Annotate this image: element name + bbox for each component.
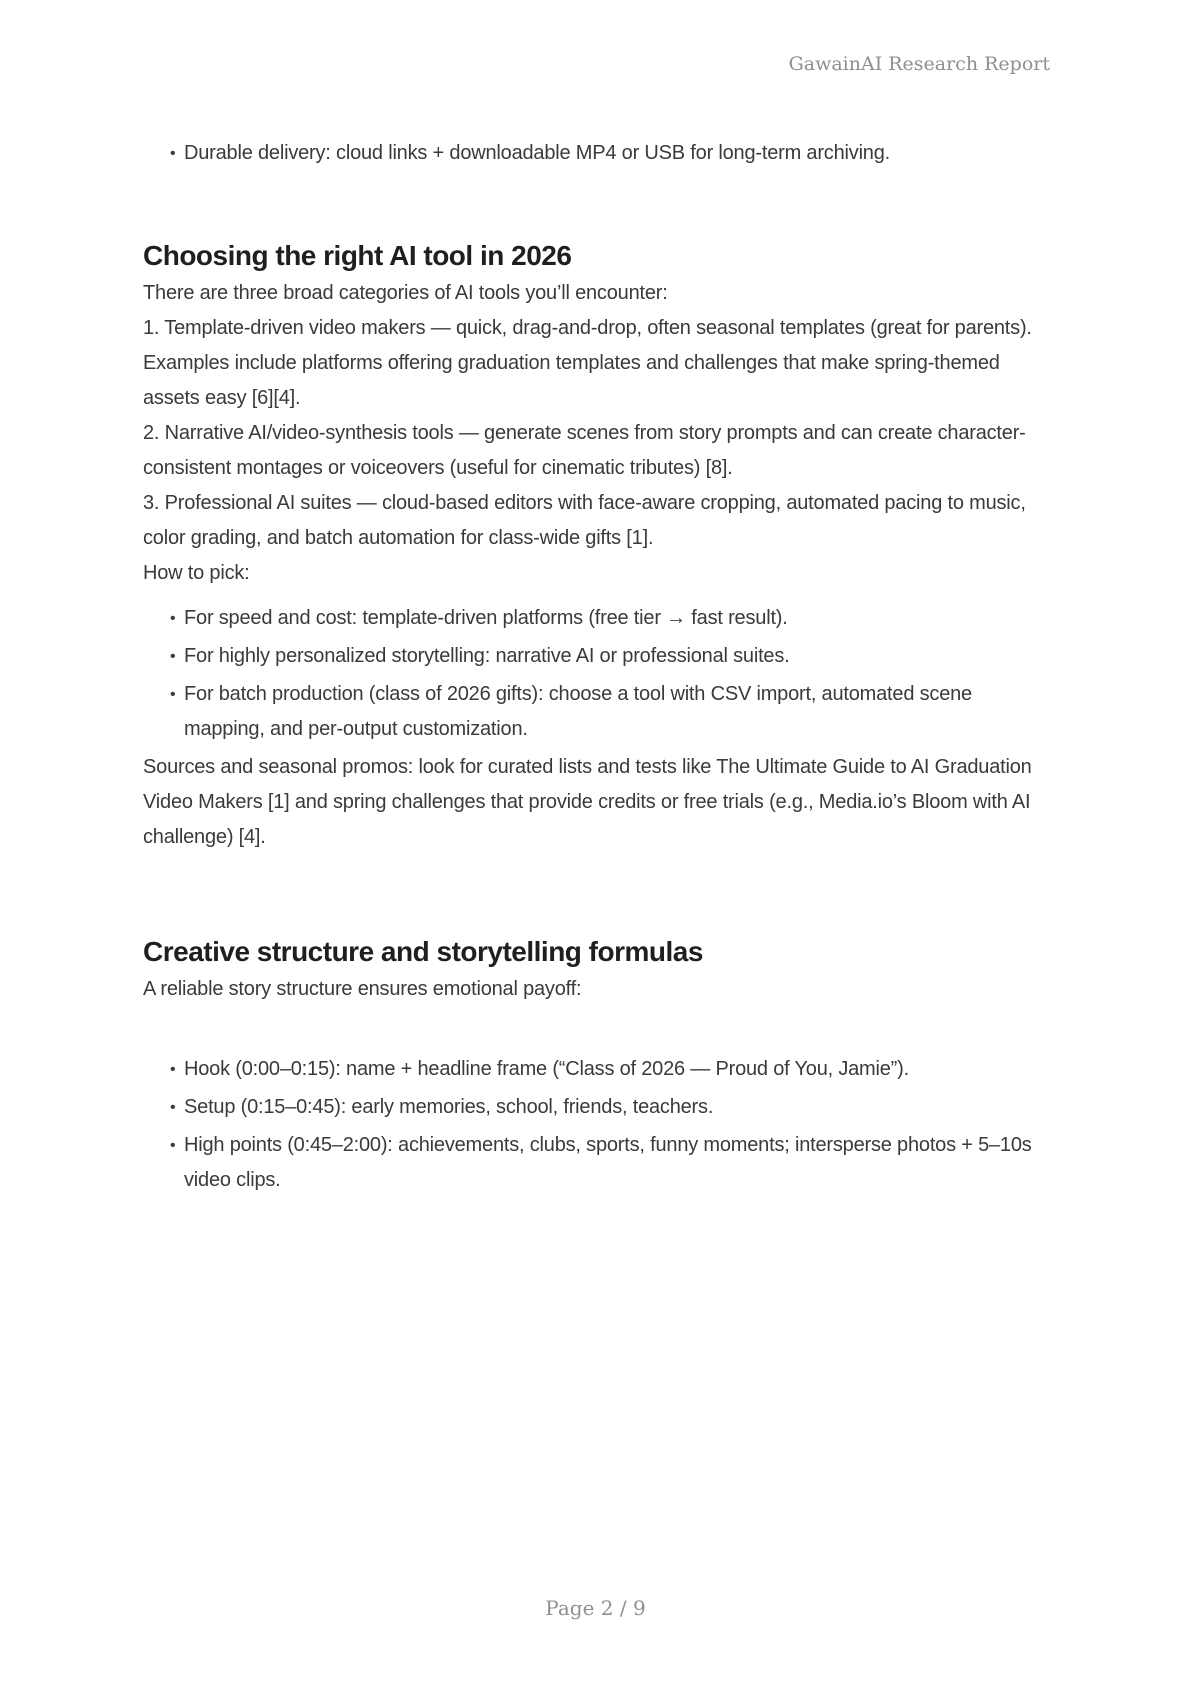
- bullet-icon: •: [170, 648, 176, 665]
- list-item-text: For speed and cost: template-driven platforms (free tier → fast result).: [184, 607, 788, 629]
- list-item-text: Setup (0:15–0:45): early memories, school, friends, teachers.: [184, 1096, 714, 1118]
- paragraph-sources-note: Sources and seasonal promos: look for curated lists and tests like The Ultimate Guide to AI Graduation Video Makers [1] and spring challenges that provide credits or free trials (e.g., Media.io’s Bloom with AI challenge) [4].: [143, 756, 1032, 848]
- how-to-pick-list: [143, 601, 1053, 747]
- bullet-icon: •: [170, 686, 176, 703]
- section-heading-tools: Choosing the right AI tool in 2026: [143, 240, 572, 271]
- list-item: [143, 136, 1053, 171]
- list-item-text: For batch production (class of 2026 gifts): choose a tool with CSV import, automated scene mapping, and per-output customization.: [184, 683, 972, 740]
- numbered-item: 3. Professional AI suites — cloud-based editors with face-aware cropping, automated pacing to music, color grading, and batch automation for class-wide gifts [1].: [143, 492, 1026, 549]
- bullet-icon: •: [170, 145, 176, 162]
- bullet-icon: •: [170, 610, 176, 627]
- page-content: [143, 0, 1053, 1201]
- list-item: [143, 1128, 1053, 1198]
- list-item: [143, 1090, 1053, 1125]
- numbered-item: 2. Narrative AI/video-synthesis tools — generate scenes from story prompts and can create character-consistent montages or voiceovers (useful for cinematic tributes) [8].: [143, 422, 1026, 479]
- bullet-icon: •: [170, 1099, 176, 1116]
- list-item: [143, 601, 1053, 636]
- list-item-text: For highly personalized storytelling: narrative AI or professional suites.: [184, 645, 790, 667]
- report-header: GawainAI Research Report: [788, 53, 1050, 75]
- paragraph-categories-intro: There are three broad categories of AI tools you’ll encounter:: [143, 282, 668, 304]
- list-item-text: High points (0:45–2:00): achievements, clubs, sports, funny moments; intersperse photos + 5–10s video clips.: [184, 1134, 1032, 1191]
- section-heading-structure: Creative structure and storytelling formulas: [143, 936, 703, 967]
- paragraph-how-to-pick: How to pick:: [143, 562, 250, 584]
- list-item: [143, 639, 1053, 674]
- list-item-text: Durable delivery: cloud links + downloadable MP4 or USB for long-term archiving.: [184, 142, 891, 164]
- paragraph-structure-intro: A reliable story structure ensures emotional payoff:: [143, 978, 582, 1000]
- list-item-text: Hook (0:00–0:15): name + headline frame (“Class of 2026 — Proud of You, Jamie”).: [184, 1058, 909, 1080]
- numbered-item: 1. Template-driven video makers — quick, drag-and-drop, often seasonal templates (great for parents). Examples include platforms offering graduation templates and challenges that make spring-themed assets easy [6][4].: [143, 317, 1032, 409]
- bullet-icon: •: [170, 1061, 176, 1078]
- story-structure-list: [143, 1052, 1053, 1198]
- page-footer: Page 2 / 9: [545, 1596, 646, 1620]
- bullet-icon: •: [170, 1137, 176, 1154]
- list-item: [143, 1052, 1053, 1087]
- list-item: [143, 677, 1053, 747]
